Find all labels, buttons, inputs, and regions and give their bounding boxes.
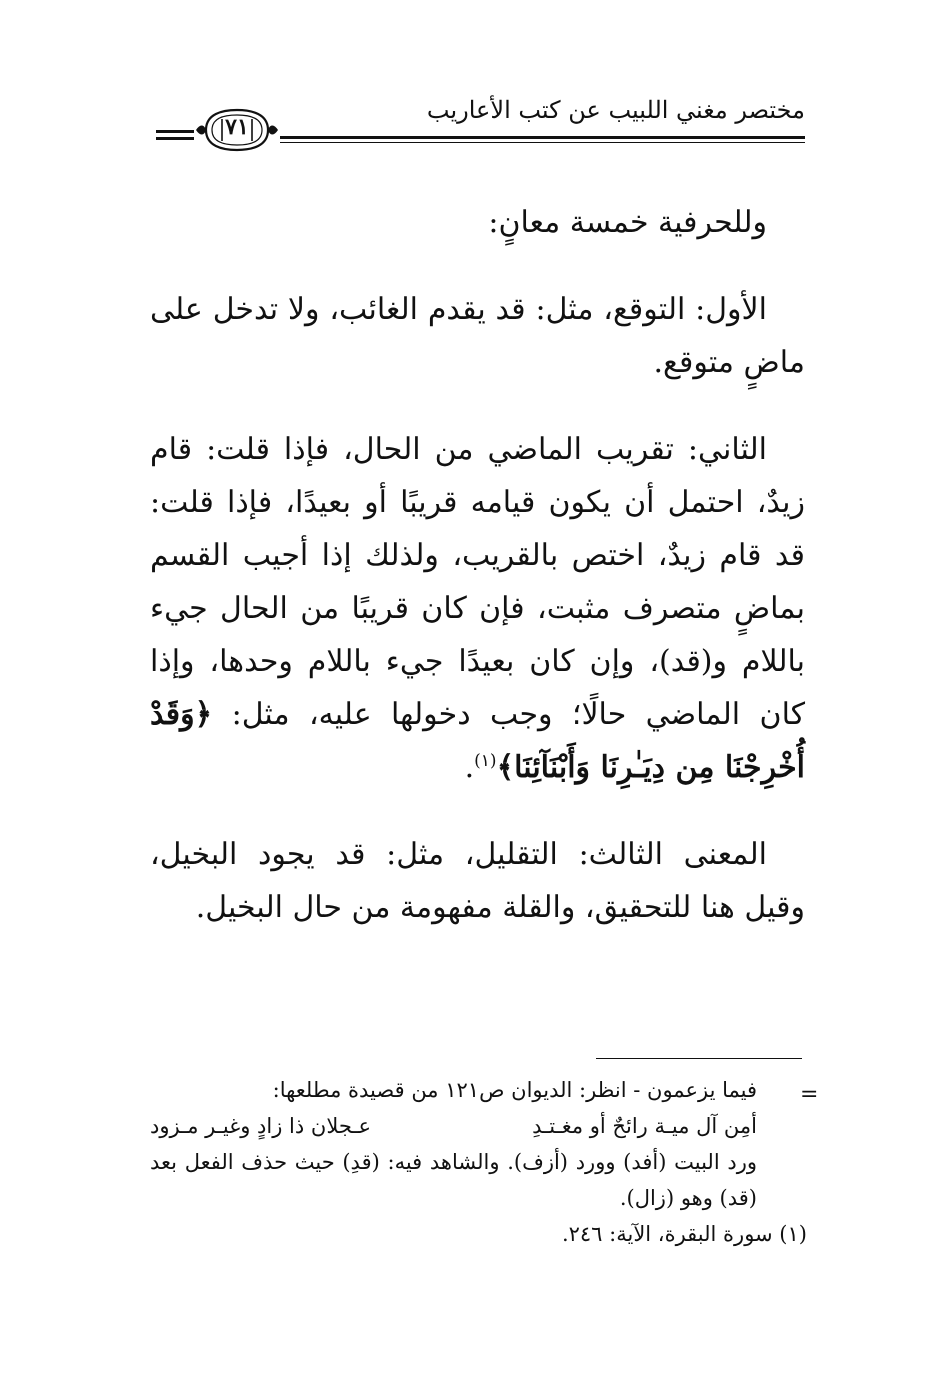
paragraph-second-text: الثاني: تقريب الماضي من الحال، فإذا قلت: قام زيدٌ، احتمل أن يكون قيامه قريبًا أو بعيدًا، فإذا قلت: قد قام زيدٌ، اختص بالقريب، ولذلك إذا أجيب القسم بماضٍ متصرف مثبت، فإن كان قريبًا من الحال جيء باللام و(قد)، وإن كان بعيدًا جيء باللام وحدها، وإذا كان الماضي حالًا؛ وجب دخولها عليه، مثل: — [150, 432, 805, 732]
header-left-rule-lower — [156, 137, 194, 140]
poem-second-hemistich: عـجلان ذا زادٍ وغيـر مـزود — [150, 1114, 372, 1138]
page-number: ٧١ — [225, 114, 249, 140]
paragraph-intro: وللحرفية خمسة معانٍ: — [488, 205, 767, 240]
header-left-rule — [156, 130, 194, 133]
footnote-separator — [596, 1058, 802, 1059]
paragraph-second-meaning — [150, 423, 805, 794]
footnotes — [150, 1072, 807, 1252]
paragraph-second-end: . — [464, 750, 475, 785]
footnote-line: فيما يزعمون - انظر: الديوان ص١٢١ من قصيدة مطلعها: — [272, 1078, 757, 1102]
paragraph-first-meaning: الأول: التوقع، مثل: قد يقدم الغائب، ولا تدخل على ماضٍ متوقع. — [150, 292, 805, 380]
body-text — [150, 196, 805, 968]
footnote-continuation-mark: = — [800, 1082, 819, 1107]
footnote-1: (١) سورة البقرة، الآية: ٢٤٦. — [561, 1222, 807, 1246]
paragraph-third-meaning: المعنى الثالث: التقليل، مثل: قد يجود البخيل، وقيل هنا للتحقيق، والقلة مفهومة من حال البخيل. — [150, 837, 805, 925]
poem-first-hemistich: أمِن آل ميـة رائحٌ أو مغـتـدِ — [532, 1114, 757, 1138]
footnote-reference: (١) — [474, 751, 497, 771]
page-number-badge — [192, 104, 282, 156]
quran-verse: ﴿وَقَدْ أُخْرِجْنَا مِن دِيَـٰرِنَا وَأَبْنَآئِنَا﴾ — [150, 697, 805, 785]
footnote-line: ورد البيت (أفد) وورد (أزف). والشاهد فيه: (قدِ) حيث حذف الفعل بعد (قد) وهو (زال). — [150, 1150, 757, 1210]
footnote-poem-verse — [150, 1108, 757, 1144]
book-title: مختصر مغني اللبيب عن كتب الأعاريب — [426, 96, 805, 124]
header-rule-thin — [280, 142, 805, 143]
page-header — [150, 92, 805, 152]
header-rule — [280, 136, 805, 139]
